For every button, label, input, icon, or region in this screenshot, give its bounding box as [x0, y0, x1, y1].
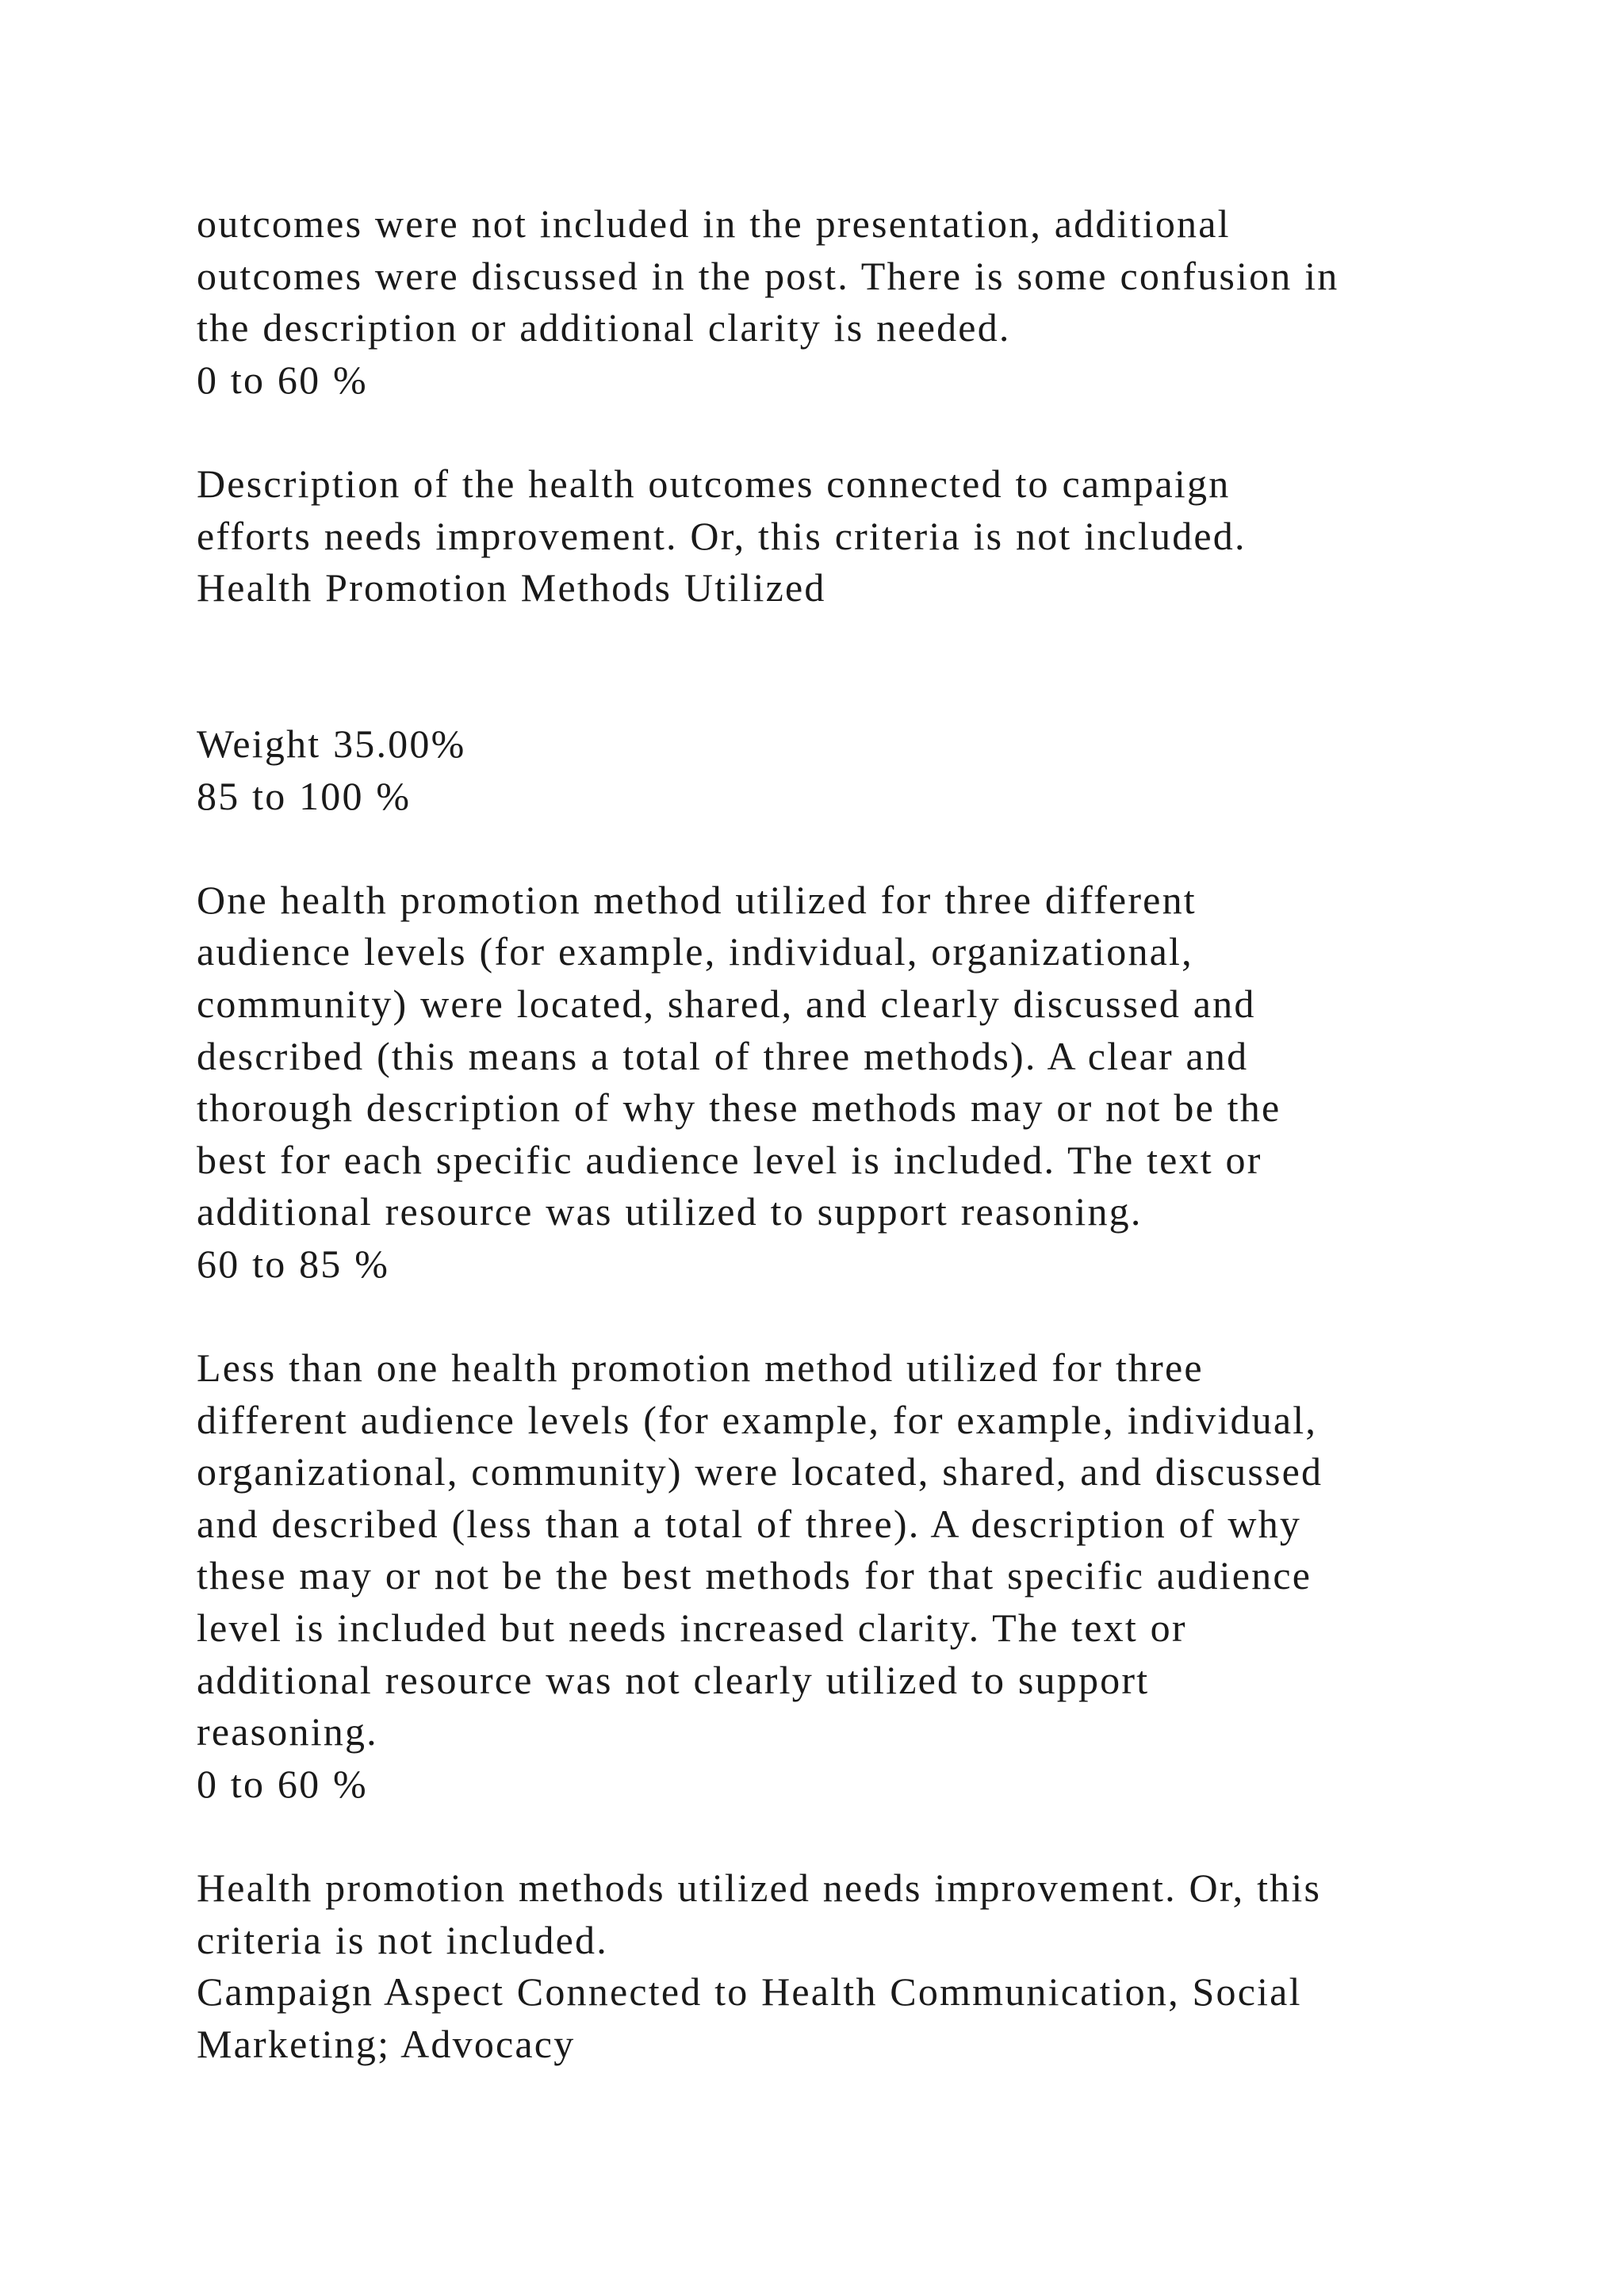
document-body: [197, 198, 1545, 2070]
text-line: the description or additional clarity is needed.: [197, 305, 1011, 350]
text-line: organizational, community) were located, shared, and discussed: [197, 1449, 1323, 1494]
text-line: Description of the health outcomes connected to campaign: [197, 461, 1231, 506]
text-line: reasoning.: [197, 1709, 378, 1755]
criterion-heading: Health Promotion Methods Utilized: [197, 565, 826, 610]
text-line: Health promotion methods utilized needs improvement. Or, this: [197, 1866, 1322, 1910]
text-line: criteria is not included.: [197, 1917, 608, 1962]
text-line: community) were located, shared, and clearly discussed and: [197, 981, 1256, 1026]
blank-line: [197, 1290, 1545, 1342]
text-line: audience levels (for example, individual, organizational,: [197, 929, 1193, 974]
text-line: thorough description of why these methods may or not be the: [197, 1085, 1281, 1131]
criterion-heading: Marketing; Advocacy: [197, 2021, 576, 2066]
text-line: Less than one health promotion method utilized for three: [197, 1345, 1204, 1391]
text-line: level is included but needs increased clarity. The text or: [197, 1605, 1187, 1651]
text-line: additional resource was not clearly utilized to support: [197, 1657, 1150, 1702]
text-line: additional resource was utilized to support reasoning.: [197, 1189, 1143, 1234]
blank-line: [197, 406, 1545, 458]
blank-line: [197, 614, 1545, 667]
score-range: 85 to 100 %: [197, 773, 412, 818]
text-line: described (this means a total of three methods). A clear and: [197, 1033, 1249, 1078]
criterion-weight: Weight 35.00%: [197, 721, 466, 766]
text-line: these may or not be the best methods for that specific audience: [197, 1553, 1312, 1598]
blank-line: [197, 666, 1545, 718]
criterion-heading: Campaign Aspect Connected to Health Communication, Social: [197, 1969, 1302, 2015]
text-line: different audience levels (for example, for example, individual,: [197, 1397, 1318, 1442]
score-range: 0 to 60 %: [197, 357, 368, 402]
text-line: outcomes were not included in the presentation, additional: [197, 201, 1231, 246]
text-line: efforts needs improvement. Or, this criteria is not included.: [197, 513, 1247, 558]
score-range: 0 to 60 %: [197, 1761, 368, 1806]
text-line: One health promotion method utilized for three different: [197, 877, 1197, 922]
text-line: best for each specific audience level is included. The text or: [197, 1137, 1262, 1182]
score-range: 60 to 85 %: [197, 1241, 390, 1286]
text-line: and described (less than a total of three). A description of why: [197, 1501, 1302, 1546]
text-line: outcomes were discussed in the post. There is some confusion in: [197, 253, 1339, 298]
blank-line: [197, 822, 1545, 874]
blank-line: [197, 1810, 1545, 1862]
